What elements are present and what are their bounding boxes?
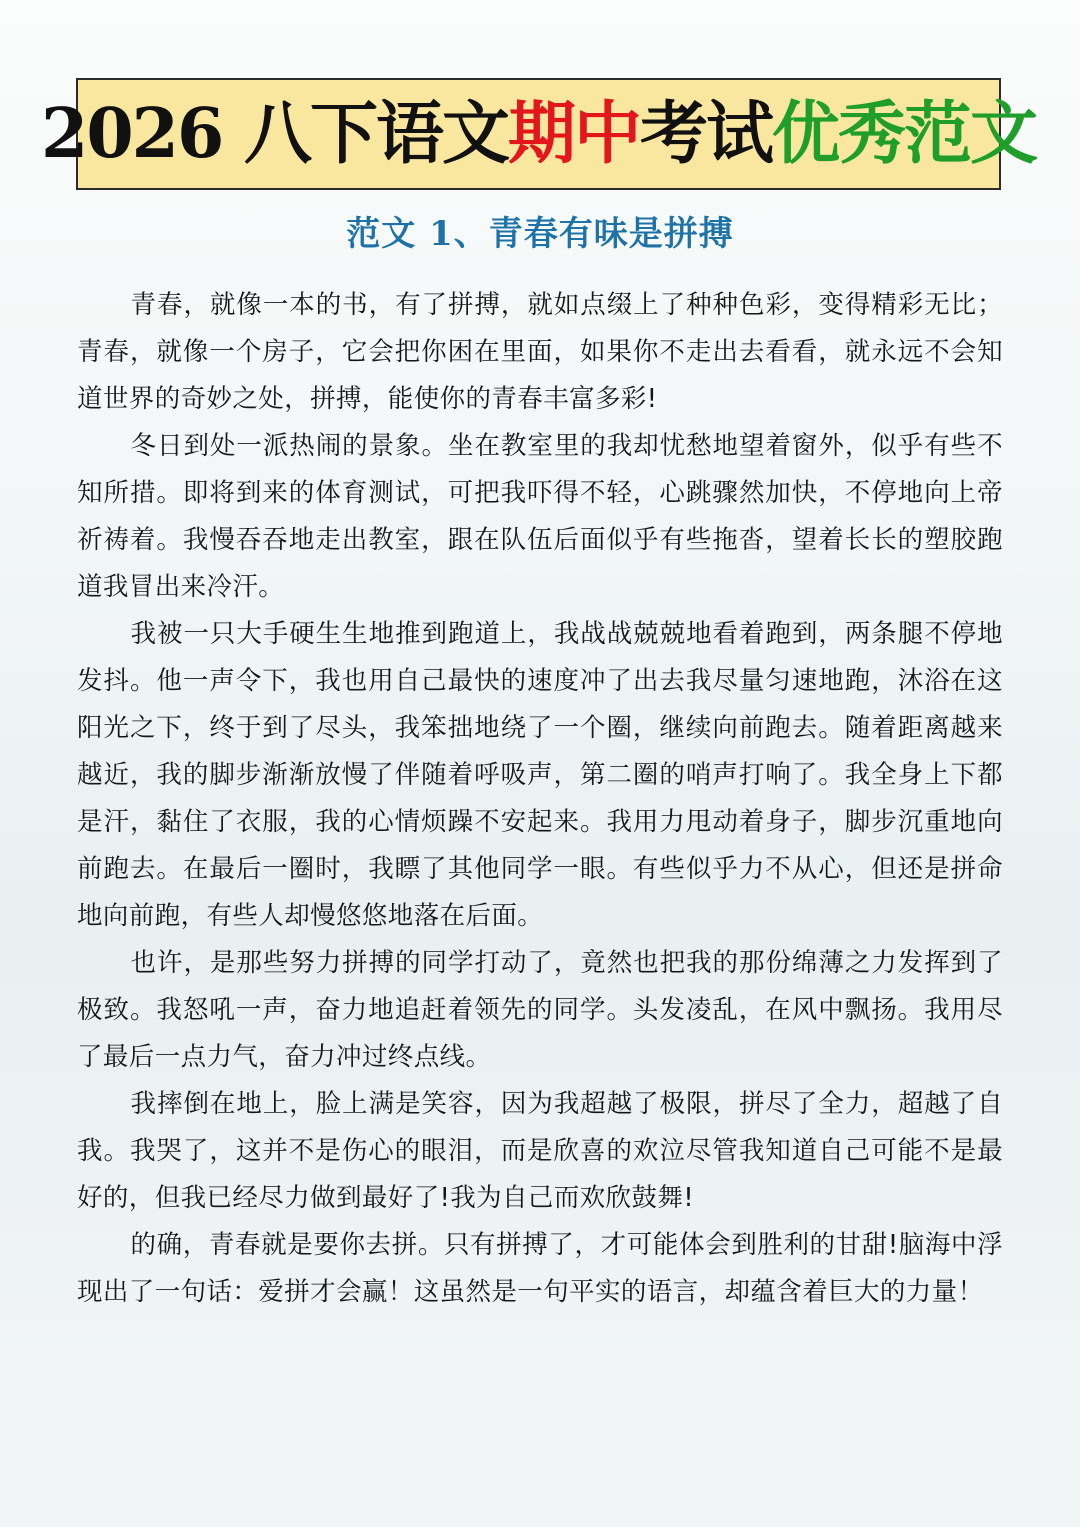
essay-paragraph: 我摔倒在地上，脸上满是笑容，因为我超越了极限，拼尽了全力，超越了自我。我哭了，这并不是伤心的眼泪，而是欣喜的欢泣尽管我知道自己可能不是最好的，但我已经尽力做到最好了!我为自己而欢欣鼓舞! [77, 1089, 1003, 1213]
title-text-part1: 2026 八下语文 [41, 94, 508, 174]
essay-heading: 范文 1、青春有味是拼搏 [346, 214, 734, 254]
essay-paragraph: 青春，就像一本的书，有了拼搏，就如点缀上了种种色彩，变得精彩无比；青春，就像一个房子，它会把你困在里面，如果你不走出去看看，就永远不会知道世界的奇妙之处，拼搏，能使你的青春丰富多彩! [77, 290, 1003, 414]
essay-paragraph: 冬日到处一派热闹的景象。坐在教室里的我却忧愁地望着窗外，似乎有些不知所措。即将到来的体育测试，可把我吓得不轻，心跳骤然加快，不停地向上帝祈祷着。我慢吞吞地走出教室，跟在队伍后面似乎有些拖沓，望着长长的塑胶跑道我冒出来冷汗。 [77, 431, 1003, 602]
essay-body [77, 282, 1003, 1316]
essay-paragraph: 的确，青春就是要你去拼。只有拼搏了，才可能体会到胜利的甘甜!脑海中浮现出了一句话：爱拼才会赢！这虽然是一句平实的语言，却蕴含着巨大的力量！ [77, 1230, 1003, 1307]
title-banner [41, 78, 1036, 190]
title-text-part2: 期中 [507, 94, 640, 174]
title-text-part3: 考试 [639, 94, 772, 174]
essay-paragraph: 也许，是那些努力拼搏的同学打动了，竟然也把我的那份绵薄之力发挥到了极致。我怒吼一声，奋力地追赶着领先的同学。头发凌乱，在风中飘扬。我用尽了最后一点力气，奋力冲过终点线。 [77, 948, 1003, 1072]
essay-paragraph: 我被一只大手硬生生地推到跑道上，我战战兢兢地看着跑到，两条腿不停地发抖。他一声令下，我也用自己最快的速度冲了出去我尽量匀速地跑，沐浴在这阳光之下，终于到了尽头，我笨拙地绕了一个圈，继续向前跑去。随着距离越来越近，我的脚步渐渐放慢了伴随着呼吸声，第二圈的哨声打响了。我全身上下都是汗，黏住了衣服，我的心情烦躁不安起来。我用力甩动着身子，脚步沉重地向前跑去。在最后一圈时，我瞟了其他同学一眼。有些似乎力不从心，但还是拼命地向前跑，有些人却慢悠悠地落在后面。 [77, 619, 1003, 931]
title-text-part4: 优秀范文 [771, 94, 1036, 174]
